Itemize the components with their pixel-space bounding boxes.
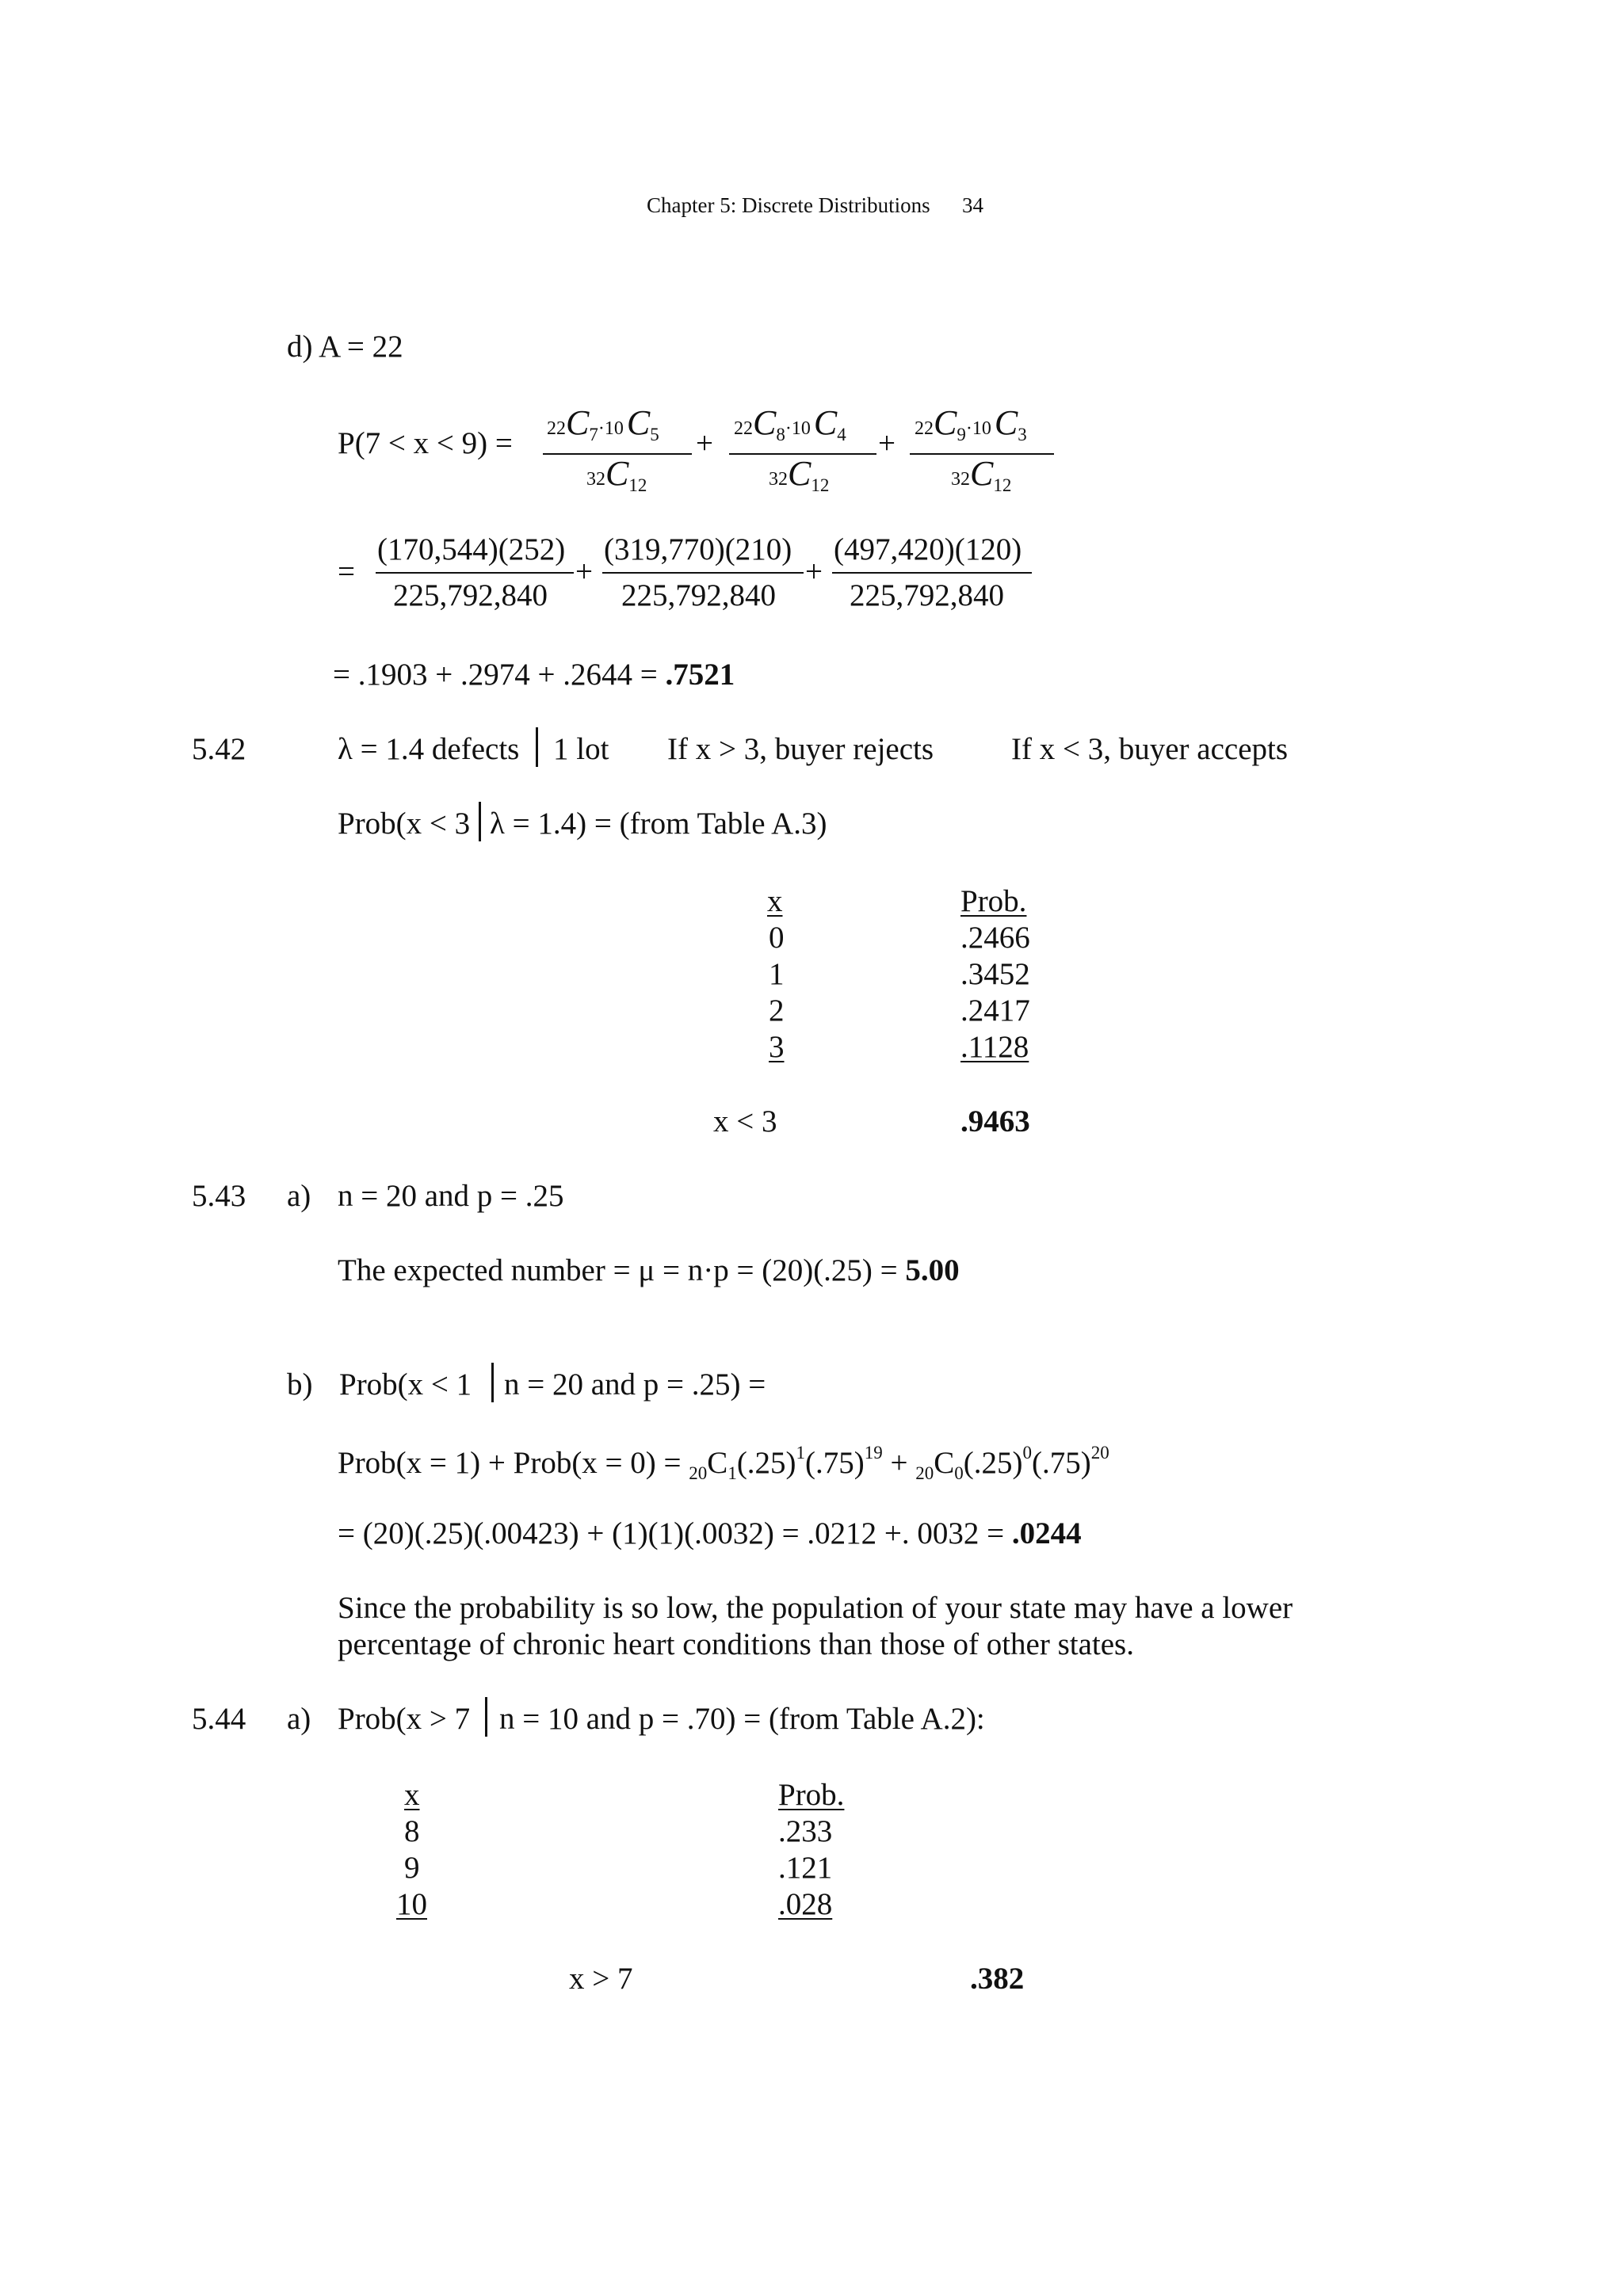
prob-544-right: n = 10 and p = .70) = (from Table A.2): <box>499 1702 985 1736</box>
table-542-row-x: 1 <box>769 957 785 991</box>
table-544-total-value: .382 <box>970 1962 1025 1996</box>
table-542-total-value: .9463 <box>960 1104 1030 1138</box>
comb-term-3-numerator: 22C9·10 C3 <box>915 403 1027 444</box>
conclusion-line-1: Since the probability is so low, the population of your state may have a lower <box>338 1591 1293 1625</box>
binomial-calculation: = (20)(.25)(.00423) + (1)(1)(.0032) = .0212 +. 0032 = .0244 <box>338 1516 1082 1550</box>
lambda-defects: λ = 1.4 defects <box>338 732 520 766</box>
plus-sign: + <box>878 426 896 460</box>
numeric-fraction-3-numerator: (497,420)(120) <box>834 532 1022 566</box>
given-bar <box>479 802 481 841</box>
given-bar <box>491 1363 494 1402</box>
table-542-row-prob: .1128 <box>960 1030 1029 1064</box>
problem-number-5-43: 5.43 <box>192 1179 246 1213</box>
equals-sign: = <box>338 555 355 589</box>
table-542-row-prob: .2466 <box>960 921 1030 955</box>
table-544-row-x: 10 <box>396 1887 427 1921</box>
part-a-label: a) <box>287 1179 311 1213</box>
comb-term-2-denominator: 32C12 <box>769 454 830 495</box>
table-544-row-x: 8 <box>404 1814 420 1848</box>
accept-rule: If x < 3, buyer accepts <box>1011 732 1289 766</box>
numeric-fraction-1-bar <box>376 572 574 574</box>
plus-sign: + <box>696 426 713 460</box>
reject-rule: If x > 3, buyer rejects <box>667 732 934 766</box>
table-542-row-x: 0 <box>769 921 785 955</box>
table-544-row-prob: .028 <box>778 1887 833 1921</box>
given-bar <box>536 727 538 767</box>
numeric-fraction-2-bar <box>602 572 804 574</box>
table-544-row-prob: .121 <box>778 1851 833 1885</box>
prob-542-left: Prob(x < 3 <box>338 807 471 841</box>
prob-543b-right: n = 20 and p = .25) = <box>504 1367 766 1402</box>
part-a-label: a) <box>287 1702 311 1736</box>
table-544-x-header: x <box>404 1778 420 1812</box>
table-542-row-x: 2 <box>769 994 785 1028</box>
part-d-result: .7521 <box>665 658 735 692</box>
table-542-row-prob: .3452 <box>960 957 1030 991</box>
comb-term-3-denominator: 32C12 <box>951 454 1012 495</box>
given-bar <box>485 1697 487 1737</box>
numeric-fraction-1-denominator: 225,792,840 <box>393 578 548 612</box>
per-lot: 1 lot <box>553 732 609 766</box>
table-542-row-x: 3 <box>769 1030 785 1064</box>
prob-543b-left: Prob(x < 1 <box>339 1367 472 1402</box>
page-header-title: Chapter 5: Discrete Distributions <box>647 193 930 217</box>
numeric-fraction-2-numerator: (319,770)(210) <box>604 532 792 566</box>
plus-sign: + <box>575 555 593 589</box>
table-544-prob-header: Prob. <box>778 1778 845 1812</box>
comb-term-1-numerator: 22C7·10 C5 <box>547 403 659 444</box>
binomial-result: .0244 <box>1011 1516 1082 1550</box>
table-542-total-label: x < 3 <box>713 1104 777 1138</box>
plus-sign: + <box>805 555 823 589</box>
numeric-fraction-2-denominator: 225,792,840 <box>621 578 776 612</box>
table-544-row-x: 9 <box>404 1851 420 1885</box>
prob-544-left: Prob(x > 7 <box>338 1702 471 1736</box>
table-544-row-prob: .233 <box>778 1814 833 1848</box>
part-a-text: n = 20 and p = .25 <box>338 1179 564 1213</box>
conclusion-line-2: percentage of chronic heart conditions than those of other states. <box>338 1627 1134 1661</box>
table-542-row-prob: .2417 <box>960 994 1030 1028</box>
page-number: 34 <box>962 193 983 217</box>
expected-number: The expected number = μ = n·p = (20)(.25) = 5.00 <box>338 1253 960 1287</box>
table-542-x-header: x <box>767 884 783 918</box>
numeric-fraction-3-denominator: 225,792,840 <box>850 578 1004 612</box>
numeric-fraction-3-bar <box>832 572 1032 574</box>
part-b-label: b) <box>287 1367 313 1402</box>
prob-542-right: λ = 1.4) = (from Table A.3) <box>490 807 827 841</box>
part-d-sum: = .1903 + .2974 + .2644 = .7521 <box>333 658 735 692</box>
expected-value: 5.00 <box>905 1253 960 1287</box>
table-544-total-label: x > 7 <box>569 1962 633 1996</box>
binomial-expression: Prob(x = 1) + Prob(x = $0) = _{20}C_1(.25)^1(.75)^{19} + _{20}C_0(.25)^0(.75)^{20}$ <box>338 1443 1109 1483</box>
comb-term-2-numerator: 22C8·10 C4 <box>734 403 846 444</box>
part-d-label: d) A = 22 <box>287 330 403 364</box>
comb-term-1-denominator: 32C12 <box>586 454 647 495</box>
table-542-prob-header: Prob. <box>960 884 1027 918</box>
problem-number-5-44: 5.44 <box>192 1702 246 1736</box>
numeric-fraction-1-numerator: (170,544)(252) <box>377 532 566 566</box>
part-d-prob-label: P(7 < x < 9) = <box>338 426 513 460</box>
problem-number-5-42: 5.42 <box>192 732 246 766</box>
